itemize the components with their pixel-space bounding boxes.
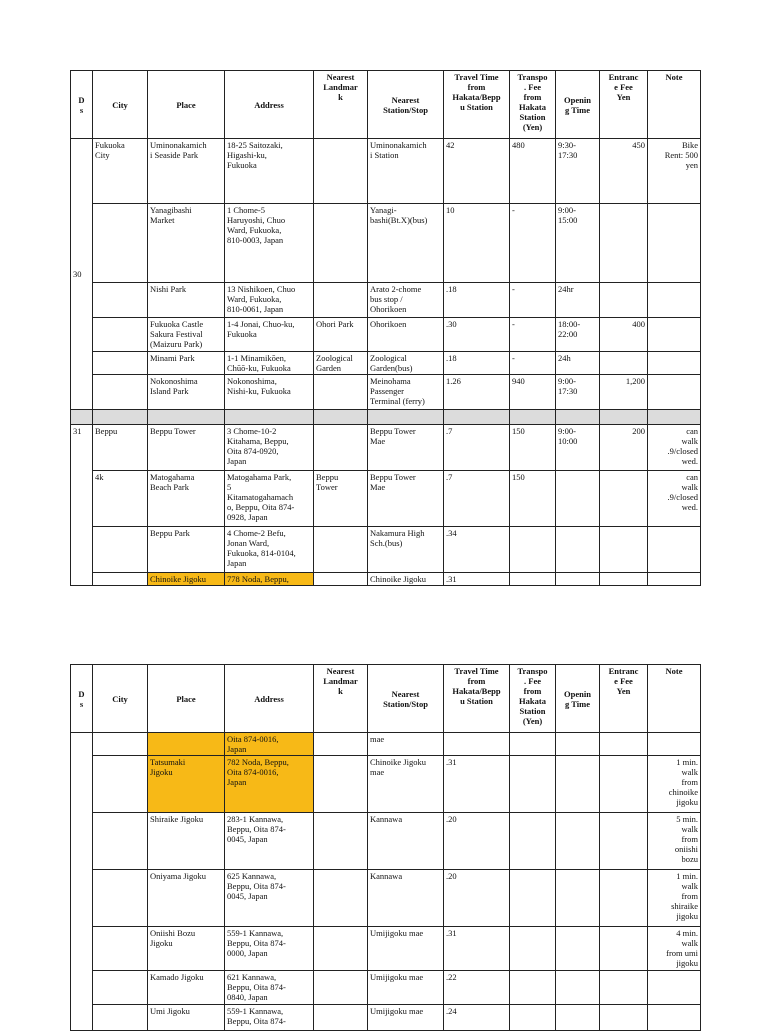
opening-time-cell	[556, 573, 600, 586]
opening-time-cell: 9:00- 15:00	[556, 204, 600, 283]
header-address: Address	[225, 71, 314, 139]
transpo-fee-cell: 150	[510, 471, 556, 527]
day-cell: 31	[71, 425, 93, 586]
transpo-fee-cell	[510, 870, 556, 927]
address-cell: Matogahama Park, 5 Kitamatogahamach o, Beppu, Oita 874- 0928, Japan	[225, 471, 314, 527]
header-travel-time: Travel Time from Hakata/Bepp u Station	[444, 71, 510, 139]
table-row	[71, 352, 701, 375]
divider-cell	[444, 410, 510, 425]
transpo-fee-cell	[510, 813, 556, 870]
header-landmark: Nearest Landmar k	[314, 71, 368, 139]
note-cell	[648, 1005, 701, 1031]
transpo-fee-cell	[510, 1005, 556, 1031]
note-cell	[648, 375, 701, 410]
station-cell: Kannawa	[368, 813, 444, 870]
travel-time-cell	[444, 733, 510, 756]
opening-time-cell: 24hr	[556, 283, 600, 318]
place-cell: Nokonoshima Island Park	[148, 375, 225, 410]
place-cell: Tatsumaki Jigoku	[148, 756, 225, 813]
note-cell	[648, 527, 701, 573]
travel-time-cell: 42	[444, 139, 510, 204]
header-entrance-fee: Entranc e Fee Yen	[600, 71, 648, 139]
city-cell	[93, 756, 148, 813]
header-city: City	[93, 71, 148, 139]
station-cell: Beppu Tower Mae	[368, 425, 444, 471]
city-cell	[93, 204, 148, 283]
header-landmark: Nearest Landmar k	[314, 665, 368, 733]
station-cell: Arato 2-chome bus stop / Ohorikoen	[368, 283, 444, 318]
header-station: Nearest Station/Stop	[368, 665, 444, 733]
transpo-fee-cell: 480	[510, 139, 556, 204]
itinerary-table-2	[70, 664, 701, 1031]
note-cell: can walk .9/closed wed.	[648, 471, 701, 527]
transpo-fee-cell: -	[510, 318, 556, 352]
landmark-cell: Ohori Park	[314, 318, 368, 352]
opening-time-cell	[556, 971, 600, 1005]
table-row	[71, 283, 701, 318]
station-cell: Chinoike Jigoku	[368, 573, 444, 586]
travel-time-cell: .18	[444, 352, 510, 375]
landmark-cell	[314, 813, 368, 870]
place-cell: Chinoike Jigoku	[148, 573, 225, 586]
note-cell: 4 min. walk from umi jigoku	[648, 927, 701, 971]
header-city: City	[93, 665, 148, 733]
header-note: Note	[648, 665, 701, 733]
transpo-fee-cell	[510, 733, 556, 756]
table-row	[71, 813, 701, 870]
travel-time-cell: .7	[444, 471, 510, 527]
place-cell: Minami Park	[148, 352, 225, 375]
station-cell: mae	[368, 733, 444, 756]
opening-time-cell	[556, 1005, 600, 1031]
city-cell	[93, 1005, 148, 1031]
travel-time-cell: .20	[444, 870, 510, 927]
table-row	[71, 870, 701, 927]
address-cell: Oita 874-0016, Japan	[225, 733, 314, 756]
travel-time-cell: .31	[444, 573, 510, 586]
landmark-cell: Zoological Garden	[314, 352, 368, 375]
opening-time-cell: 9:00- 17:30	[556, 375, 600, 410]
opening-time-cell: 9:00- 10:00	[556, 425, 600, 471]
transpo-fee-cell	[510, 527, 556, 573]
entrance-fee-cell: 450	[600, 139, 648, 204]
opening-time-cell: 18:00- 22:00	[556, 318, 600, 352]
transpo-fee-cell	[510, 971, 556, 1005]
place-cell: Nishi Park	[148, 283, 225, 318]
travel-time-cell: 1.26	[444, 375, 510, 410]
entrance-fee-cell	[600, 527, 648, 573]
landmark-cell	[314, 971, 368, 1005]
city-cell	[93, 573, 148, 586]
station-cell: Meinohama Passenger Terminal (ferry)	[368, 375, 444, 410]
station-cell: Yanagi- bashi(Bt.X)(bus)	[368, 204, 444, 283]
divider-cell	[148, 410, 225, 425]
station-cell: Nakamura High Sch.(bus)	[368, 527, 444, 573]
transpo-fee-cell: -	[510, 352, 556, 375]
divider-cell	[93, 410, 148, 425]
header-transpo-fee: Transpo . Fee from Hakata Station (Yen)	[510, 71, 556, 139]
travel-time-cell: .24	[444, 1005, 510, 1031]
station-cell: Umijigoku mae	[368, 1005, 444, 1031]
note-cell	[648, 971, 701, 1005]
table-row	[71, 375, 701, 410]
table-row	[71, 425, 701, 471]
place-cell: Matogahama Beach Park	[148, 471, 225, 527]
opening-time-cell	[556, 527, 600, 573]
opening-time-cell: 24h	[556, 352, 600, 375]
divider-cell	[648, 410, 701, 425]
table-row	[71, 204, 701, 283]
note-cell	[648, 573, 701, 586]
city-cell: Beppu	[93, 425, 148, 471]
divider-cell	[225, 410, 314, 425]
address-cell: 778 Noda, Beppu,	[225, 573, 314, 586]
address-cell: 283-1 Kannawa, Beppu, Oita 874- 0045, Japan	[225, 813, 314, 870]
table-row	[71, 733, 701, 756]
address-cell: 625 Kannawa, Beppu, Oita 874- 0045, Japan	[225, 870, 314, 927]
header-opening-time: Openin g Time	[556, 665, 600, 733]
travel-time-cell: .34	[444, 527, 510, 573]
note-cell: Bike Rent: 500 yen	[648, 139, 701, 204]
entrance-fee-cell	[600, 573, 648, 586]
landmark-cell	[314, 756, 368, 813]
landmark-cell	[314, 139, 368, 204]
table-row	[71, 139, 701, 204]
opening-time-cell	[556, 756, 600, 813]
header-note: Note	[648, 71, 701, 139]
city-cell: Fukuoka City	[93, 139, 148, 204]
divider-cell	[71, 410, 93, 425]
place-cell: Kamado Jigoku	[148, 971, 225, 1005]
city-cell: 4k	[93, 471, 148, 527]
note-cell	[648, 318, 701, 352]
header-station: Nearest Station/Stop	[368, 71, 444, 139]
entrance-fee-cell	[600, 733, 648, 756]
note-cell: 1 min. walk from chinoike jigoku	[648, 756, 701, 813]
station-cell: Zoological Garden(bus)	[368, 352, 444, 375]
travel-time-cell: .18	[444, 283, 510, 318]
address-cell: 1 Chome-5 Haruyoshi, Chuo Ward, Fukuoka, 810-0003, Japan	[225, 204, 314, 283]
table-row	[71, 1005, 701, 1031]
station-cell: Umijigoku mae	[368, 927, 444, 971]
section-divider-row	[71, 410, 701, 425]
transpo-fee-cell: -	[510, 283, 556, 318]
place-cell: Oniishi Bozu Jigoku	[148, 927, 225, 971]
address-cell: 1-1 Minamikōen, Chūō-ku, Fukuoka	[225, 352, 314, 375]
place-cell: Uminonakamich i Seaside Park	[148, 139, 225, 204]
landmark-cell: Beppu Tower	[314, 471, 368, 527]
entrance-fee-cell	[600, 471, 648, 527]
landmark-cell	[314, 870, 368, 927]
travel-time-cell: 10	[444, 204, 510, 283]
landmark-cell	[314, 527, 368, 573]
divider-cell	[600, 410, 648, 425]
landmark-cell	[314, 573, 368, 586]
transpo-fee-cell: 940	[510, 375, 556, 410]
table-row	[71, 756, 701, 813]
entrance-fee-cell	[600, 971, 648, 1005]
table-row	[71, 971, 701, 1005]
place-cell: Umi Jigoku	[148, 1005, 225, 1031]
landmark-cell	[314, 375, 368, 410]
station-cell: Beppu Tower Mae	[368, 471, 444, 527]
opening-time-cell	[556, 927, 600, 971]
station-cell: Ohorikoen	[368, 318, 444, 352]
note-cell	[648, 204, 701, 283]
header-day: D s	[71, 71, 93, 139]
place-cell: Oniyama Jigoku	[148, 870, 225, 927]
station-cell: Umijigoku mae	[368, 971, 444, 1005]
address-cell: 4 Chome-2 Befu, Jonan Ward, Fukuoka, 814-0104, Japan	[225, 527, 314, 573]
header-row	[71, 71, 701, 139]
opening-time-cell	[556, 813, 600, 870]
travel-time-cell: .31	[444, 927, 510, 971]
note-cell	[648, 283, 701, 318]
opening-time-cell	[556, 733, 600, 756]
divider-cell	[368, 410, 444, 425]
day-cell: 30	[71, 139, 93, 410]
travel-time-cell: .20	[444, 813, 510, 870]
travel-time-cell: .22	[444, 971, 510, 1005]
city-cell	[93, 527, 148, 573]
station-cell: Uminonakamich i Station	[368, 139, 444, 204]
header-travel-time: Travel Time from Hakata/Bepp u Station	[444, 665, 510, 733]
place-cell	[148, 733, 225, 756]
opening-time-cell	[556, 471, 600, 527]
entrance-fee-cell	[600, 352, 648, 375]
divider-cell	[314, 410, 368, 425]
entrance-fee-cell: 1,200	[600, 375, 648, 410]
note-cell: 1 min. walk from shiraike jigoku	[648, 870, 701, 927]
place-cell: Shiraike Jigoku	[148, 813, 225, 870]
entrance-fee-cell	[600, 204, 648, 283]
note-cell: can walk .9/closed wed.	[648, 425, 701, 471]
header-entrance-fee: Entranc e Fee Yen	[600, 665, 648, 733]
city-cell	[93, 283, 148, 318]
opening-time-cell: 9:30- 17:30	[556, 139, 600, 204]
address-cell: Nokonoshima, Nishi-ku, Fukuoka	[225, 375, 314, 410]
header-day: D s	[71, 665, 93, 733]
city-cell	[93, 375, 148, 410]
transpo-fee-cell	[510, 927, 556, 971]
station-cell: Chinoike Jigoku mae	[368, 756, 444, 813]
header-row	[71, 665, 701, 733]
divider-cell	[510, 410, 556, 425]
header-place: Place	[148, 665, 225, 733]
table-row	[71, 471, 701, 527]
header-opening-time: Openin g Time	[556, 71, 600, 139]
opening-time-cell	[556, 870, 600, 927]
address-cell: 18-25 Saitozaki, Higashi-ku, Fukuoka	[225, 139, 314, 204]
landmark-cell	[314, 927, 368, 971]
transpo-fee-cell: -	[510, 204, 556, 283]
travel-time-cell: .30	[444, 318, 510, 352]
entrance-fee-cell	[600, 756, 648, 813]
address-cell: 559-1 Kannawa, Beppu, Oita 874-	[225, 1005, 314, 1031]
entrance-fee-cell	[600, 927, 648, 971]
transpo-fee-cell	[510, 756, 556, 813]
table-row	[71, 927, 701, 971]
city-cell	[93, 870, 148, 927]
itinerary-table-1	[70, 70, 701, 586]
header-address: Address	[225, 665, 314, 733]
address-cell: 621 Kannawa, Beppu, Oita 874- 0840, Japan	[225, 971, 314, 1005]
address-cell: 13 Nishikoen, Chuo Ward, Fukuoka, 810-0061, Japan	[225, 283, 314, 318]
entrance-fee-cell: 400	[600, 318, 648, 352]
entrance-fee-cell	[600, 283, 648, 318]
entrance-fee-cell	[600, 1005, 648, 1031]
city-cell	[93, 813, 148, 870]
city-cell	[93, 971, 148, 1005]
travel-time-cell: .7	[444, 425, 510, 471]
city-cell	[93, 318, 148, 352]
landmark-cell	[314, 425, 368, 471]
landmark-cell	[314, 204, 368, 283]
place-cell: Beppu Park	[148, 527, 225, 573]
note-cell: 5 min. walk from oniishi bozu	[648, 813, 701, 870]
note-cell	[648, 733, 701, 756]
address-cell: 782 Noda, Beppu, Oita 874-0016, Japan	[225, 756, 314, 813]
place-cell: Beppu Tower	[148, 425, 225, 471]
city-cell	[93, 352, 148, 375]
address-cell: 1-4 Jonai, Chuo-ku, Fukuoka	[225, 318, 314, 352]
table-row	[71, 573, 701, 586]
landmark-cell	[314, 283, 368, 318]
note-cell	[648, 352, 701, 375]
entrance-fee-cell	[600, 813, 648, 870]
table-row	[71, 318, 701, 352]
landmark-cell	[314, 733, 368, 756]
header-place: Place	[148, 71, 225, 139]
entrance-fee-cell	[600, 870, 648, 927]
address-cell: 559-1 Kannawa, Beppu, Oita 874- 0000, Japan	[225, 927, 314, 971]
city-cell	[93, 733, 148, 756]
place-cell: Yanagibashi Market	[148, 204, 225, 283]
address-cell: 3 Chome-10-2 Kitahama, Beppu, Oita 874-0920, Japan	[225, 425, 314, 471]
entrance-fee-cell: 200	[600, 425, 648, 471]
city-cell	[93, 927, 148, 971]
day-cell	[71, 733, 93, 1031]
landmark-cell	[314, 1005, 368, 1031]
table-row	[71, 527, 701, 573]
transpo-fee-cell: 150	[510, 425, 556, 471]
travel-time-cell: .31	[444, 756, 510, 813]
place-cell: Fukuoka Castle Sakura Festival (Maizuru Park)	[148, 318, 225, 352]
header-transpo-fee: Transpo . Fee from Hakata Station (Yen)	[510, 665, 556, 733]
station-cell: Kannawa	[368, 870, 444, 927]
transpo-fee-cell	[510, 573, 556, 586]
divider-cell	[556, 410, 600, 425]
